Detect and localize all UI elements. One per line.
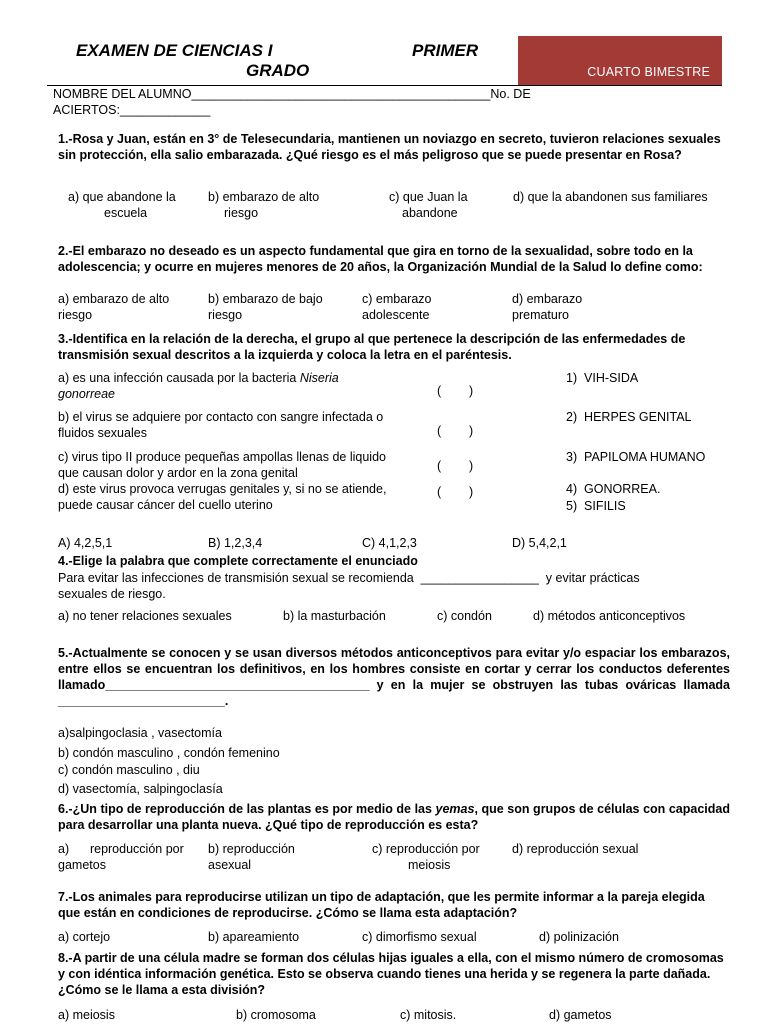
q4-option-b: b) la masturbación — [283, 609, 386, 623]
q3-left-c-line1: c) virus tipo II produce pequeñas ampollas llenas de liquido — [58, 450, 386, 464]
q5-option-b: b) condón masculino , condón femenino — [58, 746, 280, 760]
q6-option-b-line2: asexual — [208, 858, 252, 872]
q6-option-c — [372, 841, 480, 873]
q3-right-1: 1) VIH-SIDA — [566, 371, 639, 385]
q8-option-c: c) mitosis. — [400, 1008, 457, 1022]
q3-right-2: 2) HERPES GENITAL — [566, 410, 692, 424]
q1-option-a-line1: a) que abandone la — [68, 190, 176, 204]
q6-option-d: d) reproducción sexual — [512, 842, 639, 856]
q6-text-part2: , que son grupos de células con capacidad para desarrollar una planta nueva. ¿Qué tipo de reproducción es esta? — [58, 802, 730, 832]
q3-answer-blank-b[interactable]: ( ) — [437, 424, 474, 438]
q3-answer-blank-a[interactable]: ( ) — [437, 384, 474, 398]
student-name-line: NOMBRE DEL ALUMNO___________________________________________No. DE — [53, 87, 531, 101]
q1-option-d: d) que la abandonen sus familiares — [513, 190, 708, 204]
q3-left-d-line2: puede causar cáncer del cuello uterino — [58, 498, 273, 512]
q5-option-d: d) vasectomía, salpingoclasía — [58, 782, 223, 796]
exam-title-subject: EXAMEN DE CIENCIAS I — [76, 41, 273, 60]
q2-option-a-line1: a) embarazo de alto — [58, 292, 170, 306]
question-7-text: 7.-Los animales para reproducirse utilizan un tipo de adaptación, que les permite informar a la pareja elegida que están en condiciones de reproducirse. ¿Cómo se llama esta adaptación? — [58, 890, 705, 920]
q4-option-c: c) condón — [437, 609, 492, 623]
q2-option-a — [58, 291, 169, 323]
q2-option-d-line1: d) embarazo — [512, 292, 583, 306]
q5-option-a: a)salpingoclasia , vasectomía — [58, 726, 222, 740]
q1-option-a — [68, 189, 176, 221]
q3-left-a-italic: Niseria — [299, 371, 339, 385]
q1-option-a-line2: escuela — [104, 206, 148, 220]
q2-option-d — [512, 291, 582, 323]
q6-text-part1: 6.-¿Un tipo de reproducción de las plantas es por medio de las — [58, 802, 436, 816]
q1-option-c-line2: abandone — [402, 206, 458, 220]
q2-option-b-line2: riesgo — [208, 308, 243, 322]
question-4-text: 4.-Elige la palabra que complete correctamente el enunciado — [58, 554, 418, 568]
exam-title-grade: GRADO — [246, 61, 310, 80]
q6-option-b-line1: b) reproducción — [208, 842, 295, 856]
q4-sentence-line1: Para evitar las infecciones de transmisión sexual se recomienda _________________ y evitar prácticas — [58, 571, 640, 585]
exam-title-grade-word: PRIMER — [412, 41, 479, 60]
q3-left-a — [58, 370, 428, 402]
aciertos-line: ACIERTOS:_____________ — [53, 103, 211, 117]
q3-answer-blank-d[interactable]: ( ) — [437, 485, 474, 499]
question-3-text: 3.-Identifica en la relación de la derecha, el grupo al que pertenece la descripción de las enfermedades de transmisión sexual descritos a la izquierda y coloca la letra en el paréntesis. — [58, 332, 686, 362]
q4-option-d: d) métodos anticonceptivos — [533, 609, 686, 623]
q3-left-d — [58, 481, 438, 513]
q2-option-d-line2: prematuro — [512, 308, 569, 322]
q3-left-c-line2: que causan dolor y ardor en la zona genital — [58, 466, 298, 480]
q8-option-a: a) meiosis — [58, 1008, 115, 1022]
q7-option-a: a) cortejo — [58, 930, 111, 944]
q3-left-a-text: a) es una infección causada por la bacteria — [58, 371, 300, 385]
q2-option-c — [362, 291, 431, 323]
q7-option-b: b) apareamiento — [208, 930, 300, 944]
q3-left-a-line2: gonorreae — [58, 387, 115, 401]
q2-option-c-line2: adolescente — [362, 308, 430, 322]
question-1-text: 1.-Rosa y Juan, están en 3° de Telesecundaria, mantienen un noviazgo en secreto, tuvieron relaciones sexuales sin protección, ella salio embarazada. ¿Qué riesgo es el más peligroso que se puede presentar en Rosa? — [58, 132, 721, 162]
question-5-text: 5.-Actualmente se conocen y se usan diversos métodos anticonceptivos para evitar y/o espaciar los embarazos, entre ellos se encuentran los definitivos, en los hombres consiste en cortar y cerrar los conductos deferentes llamado______________________________________ y en la mujer se obstruyen las tubas ováricas llamada ________________________. — [58, 646, 730, 708]
question-2-text: 2.-El embarazo no deseado es un aspecto fundamental que gira en torno de la sexualidad, sobre todo en la adolescencia; y ocurre en mujeres menores de 20 años, la Organización Mundial de la Salud lo define como: — [58, 244, 703, 274]
q4-sentence — [58, 570, 738, 602]
q6-option-c-line2: meiosis — [408, 858, 451, 872]
q6-option-a-line2: gametos — [58, 858, 106, 872]
q2-option-c-line1: c) embarazo — [362, 292, 432, 306]
q7-option-c: c) dimorfismo sexual — [362, 930, 477, 944]
question-6-text — [58, 801, 730, 833]
q3-left-b-line2: fluidos sexuales — [58, 426, 147, 440]
q3-left-d-line1: d) este virus provoca verrugas genitales y, si no se atiende, — [58, 482, 387, 496]
q1-option-b-line2: riesgo — [224, 206, 259, 220]
q3-left-b — [58, 409, 438, 441]
q6-option-a — [58, 841, 184, 873]
q6-option-b — [208, 841, 295, 873]
q3-right-4: 4) GONORREA. — [566, 482, 661, 496]
q3-answer-d: D) 5,4,2,1 — [512, 536, 567, 550]
q3-left-c — [58, 449, 438, 481]
q1-option-c — [389, 189, 468, 221]
q3-answer-a: A) 4,2,5,1 — [58, 536, 113, 550]
q3-left-b-line1: b) el virus se adquiere por contacto con sangre infectada o — [58, 410, 384, 424]
q3-answer-b: B) 1,2,3,4 — [208, 536, 263, 550]
q4-sentence-line2: sexuales de riesgo. — [58, 587, 166, 601]
bimester-banner — [518, 36, 722, 85]
q3-right-5: 5) SIFILIS — [566, 499, 626, 513]
q1-option-b-line1: b) embarazo de alto — [208, 190, 320, 204]
q1-option-b — [208, 189, 319, 221]
q2-option-a-line2: riesgo — [58, 308, 93, 322]
q6-option-a-line1: a) reproducción por — [58, 842, 184, 856]
q5-option-c: c) condón masculino , diu — [58, 763, 200, 777]
q3-right-3: 3) PAPILOMA HUMANO — [566, 450, 706, 464]
q8-option-b: b) cromosoma — [236, 1008, 316, 1022]
q2-option-b — [208, 291, 323, 323]
q3-answer-blank-c[interactable]: ( ) — [437, 459, 474, 473]
question-8-text: 8.-A partir de una célula madre se forman dos células hijas iguales a ella, con el mismo número de cromosomas y con idéntica información genética. Esto se observa cuando tienes una herida y se regenera la parte dañada. ¿Cómo se le llama a esta división? — [58, 951, 724, 997]
bimester-label: CUARTO BIMESTRE — [587, 65, 710, 79]
q6-text-italic: yemas — [435, 802, 475, 816]
q6-option-c-line1: c) reproducción por — [372, 842, 480, 856]
q8-option-d: d) gametos — [549, 1008, 612, 1022]
q4-option-a: a) no tener relaciones sexuales — [58, 609, 232, 623]
q1-option-c-line1: c) que Juan la — [389, 190, 468, 204]
q2-option-b-line1: b) embarazo de bajo — [208, 292, 323, 306]
q7-option-d: d) polinización — [539, 930, 619, 944]
q3-answer-c: C) 4,1,2,3 — [362, 536, 417, 550]
